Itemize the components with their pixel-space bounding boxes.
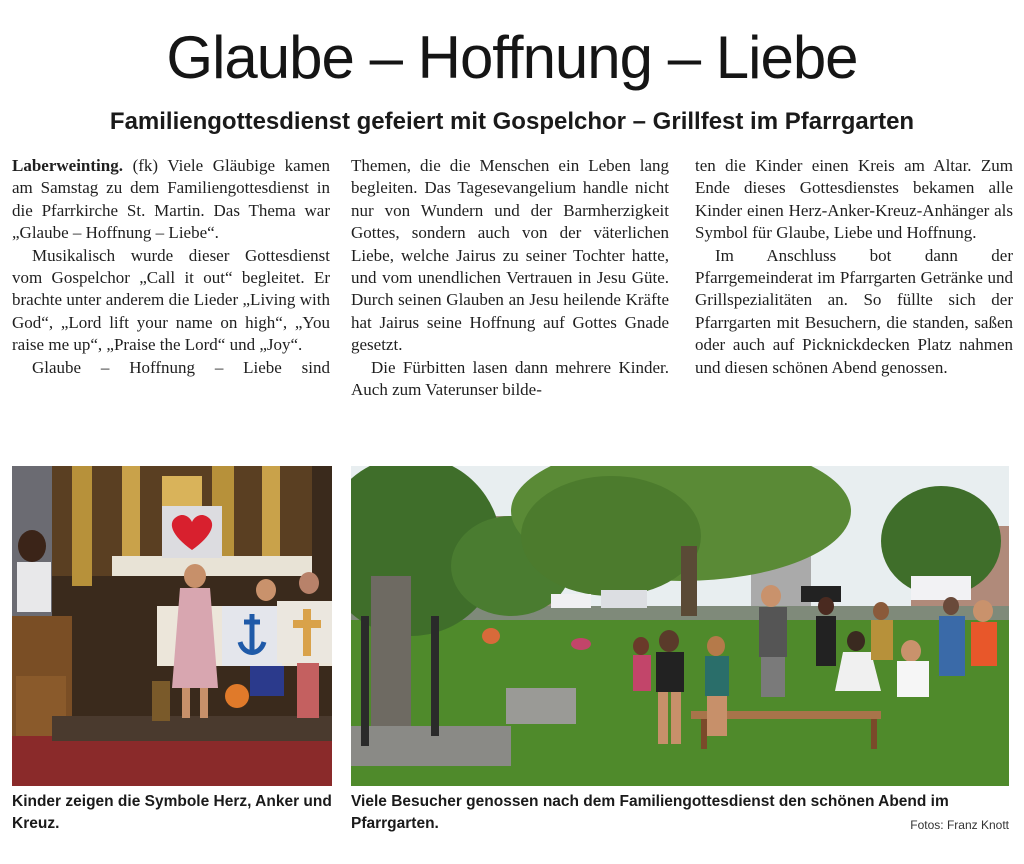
subheadline: Familiengottesdienst gefeiert mit Gospelchor – Grillfest im Pfarrgarten [109,108,915,135]
paragraph: Glaube – Hoffnung – Liebe sind [32,357,330,377]
photo-church-children [12,466,332,786]
photo-garden-party [351,466,1009,786]
paragraph: Themen, die die Menschen ein Leben lang begleiten. Das Tagesevangelium handle nicht nur von Wundern und der Barmherzigkeit Gottes, sondern auch von der väterlichen Liebe, welche Jairus zu seiner Tochter hatte, und vom unendlichen Vertrauen in Jesu Güte. Durch seinen Glauben an Jesu heilende Kräfte hat Jairus seine Hoffnung auf Gottes Gnade gesetzt. [351,156,669,355]
paragraph: Im Anschluss bot dann der Pfarrgemeinderat im Pfarrgarten Getränke und Grillspezialitäten an. So füllte sich der Pfarrgarten mit Besuchern, die standen, saßen oder auch auf Picknickdecken Platz nahmen und diesen schönen Abend genossen. [695,245,1013,377]
dateline: Laberweinting. [12,156,123,175]
photo-credit: Fotos: Franz Knott [910,818,1009,832]
article-column-1 [12,155,330,379]
paragraph [12,155,330,245]
article-column-2 [351,155,669,401]
garden-illustration [351,466,1009,786]
paragraph: Musikalisch wurde dieser Gottesdienst vom Gospelchor „Call it out“ begleitet. Er brachte unter anderem die Lieder „Living with God“, „Lord lift your name on high“, „You raise me up“, „Praise the Lord“ und „Joy“. [12,245,330,355]
headline: Glaube – Hoffnung – Liebe [166,24,858,91]
paragraph: Die Fürbitten lasen dann mehrere Kinder. Auch zum Vaterunser bilde- [351,357,669,400]
church-illustration [12,466,332,786]
article-column-3 [695,155,1013,379]
caption-right: Viele Besucher genossen nach dem Familiengottesdienst den schönen Abend im Pfarrgarten. [351,793,949,832]
paragraph: ten die Kinder einen Kreis am Altar. Zum Ende dieses Gottesdienstes bekamen alle Kinder einen Herz-Anker-Kreuz-Anhänger als Symbol für Glaube, Liebe und Hoffnung. [695,156,1013,243]
caption-left: Kinder zeigen die Symbole Herz, Anker und Kreuz. [12,793,332,832]
paragraph-text: (fk) Viele Gläubige kamen am Samstag zu dem Familiengottesdienst in die Pfarrkirche St. Martin. Das Thema war „Glaube – Hoffnung – Liebe“. [12,156,330,243]
